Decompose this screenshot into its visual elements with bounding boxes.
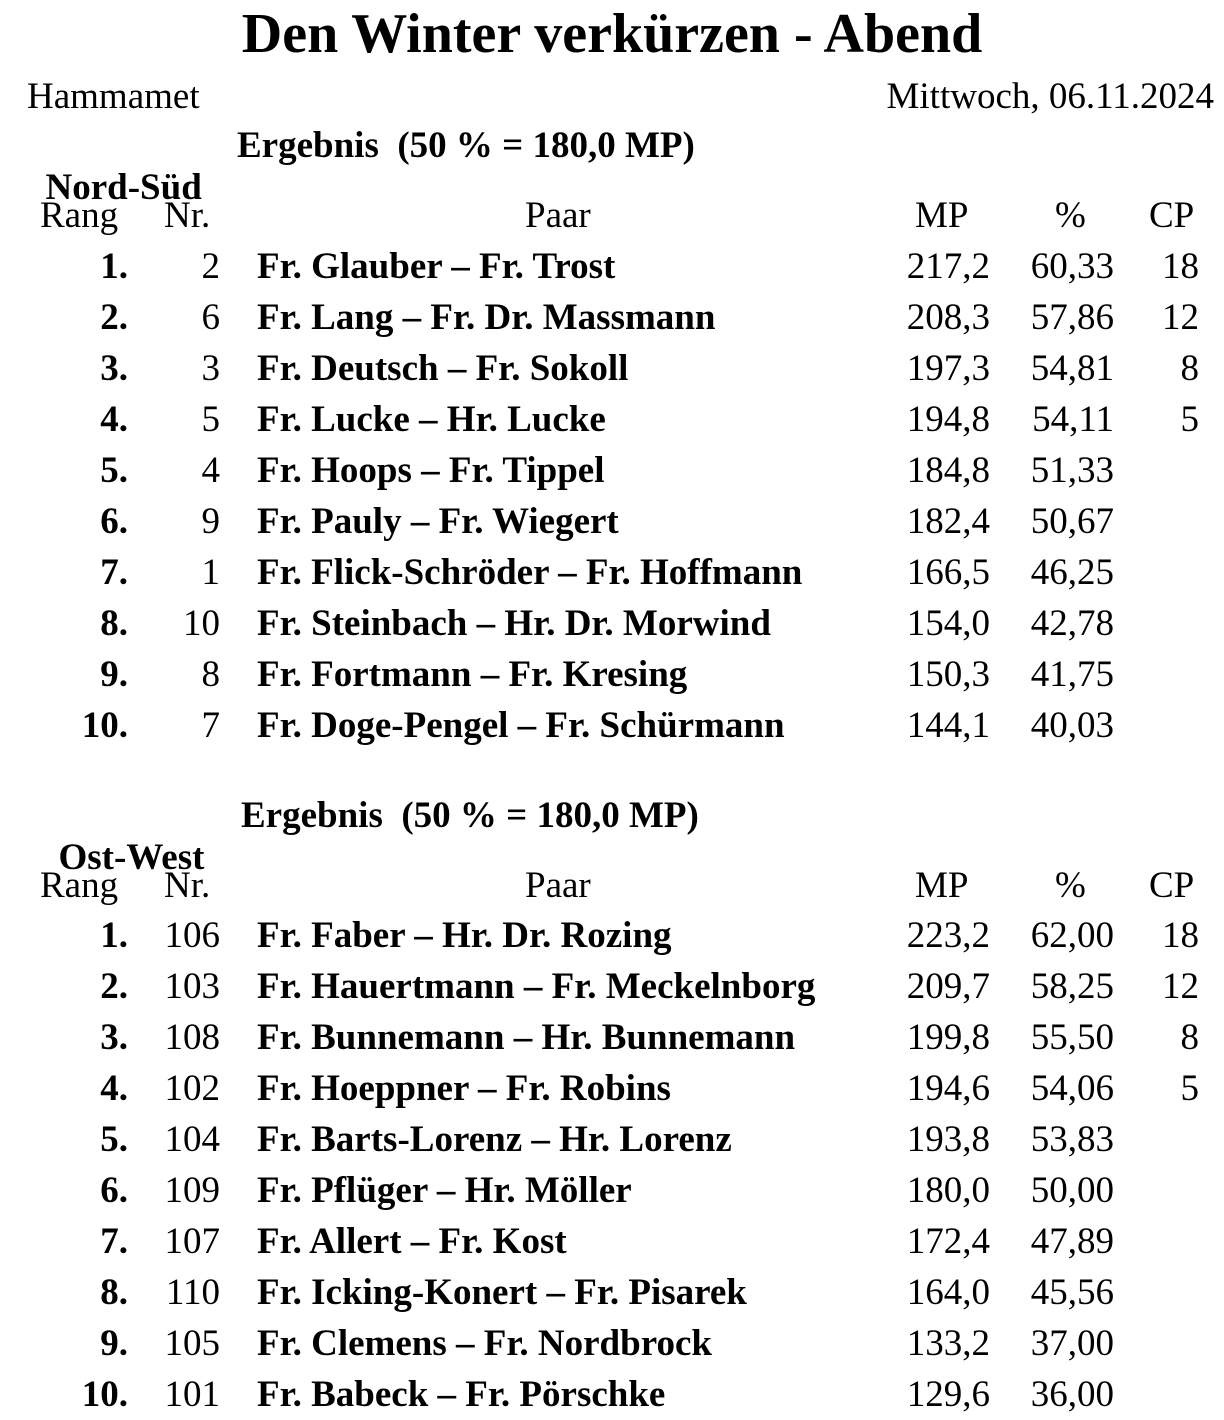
rank-cell: 4. [100,1068,128,1109]
pair-name-cell: Fr. Bunnemann – Hr. Bunnemann [257,1017,796,1058]
mp-cell: 199,8 [906,1017,990,1058]
pair-name-cell: Fr. Doge-Pengel – Fr. Schürmann [257,705,785,746]
table-header-ost-west [0,860,1224,911]
pair-number-cell: 110 [165,1272,220,1313]
pair-name-cell: Fr. Deutsch – Fr. Sokoll [257,348,629,389]
pair-number-cell: 5 [201,399,220,440]
mp-cell: 154,0 [906,603,990,644]
page-title: Den Winter verkürzen - Abend [241,3,983,65]
rank-cell: 10. [81,705,128,746]
pair-number-cell: 109 [164,1170,220,1211]
pair-number-cell: 9 [201,501,220,542]
percent-cell: 54,06 [1030,1068,1114,1109]
pair-name-cell: Fr. Barts-Lorenz – Hr. Lorenz [257,1119,732,1160]
percent-cell: 57,86 [1030,297,1114,338]
mp-cell: 184,8 [906,450,990,491]
date: Mittwoch, 06.11.2024 [886,76,1214,117]
table-row [0,241,1224,292]
pair-number-cell: 2 [201,246,220,287]
pair-name-cell: Fr. Flick-Schröder – Fr. Hoffmann [257,552,803,593]
percent-cell: 53,83 [1030,1119,1114,1160]
rank-cell: 5. [100,450,128,491]
rank-cell: 8. [100,603,128,644]
pair-number-cell: 6 [201,297,220,338]
col-mp-header: MP [915,865,969,906]
mp-cell: 129,6 [906,1374,990,1415]
pair-name-cell: Fr. Steinbach – Hr. Dr. Morwind [257,603,771,644]
table-row [0,292,1224,343]
section-result: Ergebnis (50 % = 180,0 MP) [237,125,695,166]
rank-cell: 8. [100,1272,128,1313]
table-row [0,700,1224,751]
percent-cell: 45,56 [1030,1272,1114,1313]
col-pair-header: Paar [525,865,591,906]
mp-cell: 223,2 [906,915,990,956]
percent-cell: 40,03 [1030,705,1114,746]
pair-number-cell: 4 [201,450,220,491]
pair-number-cell: 104 [164,1119,220,1160]
col-nr-header: Nr. [164,195,211,236]
rank-cell: 9. [100,1323,128,1364]
rank-cell: 1. [100,915,128,956]
mp-cell: 144,1 [906,705,990,746]
mp-cell: 164,0 [906,1272,990,1313]
cp-cell: 18 [1162,246,1199,287]
rank-cell: 1. [100,246,128,287]
location: Hammamet [27,76,200,117]
rank-cell: 3. [100,1017,128,1058]
percent-cell: 42,78 [1030,603,1114,644]
rank-cell: 3. [100,348,128,389]
pair-number-cell: 7 [201,705,220,746]
pair-number-cell: 108 [164,1017,220,1058]
percent-cell: 50,67 [1030,501,1114,542]
pair-name-cell: Fr. Icking-Konert – Fr. Pisarek [257,1272,747,1313]
rank-cell: 2. [100,297,128,338]
pair-number-cell: 101 [164,1374,220,1415]
rank-cell: 9. [100,654,128,695]
cp-cell: 5 [1180,1068,1199,1109]
table-row [0,1369,1224,1420]
col-mp-header: MP [915,195,969,236]
percent-cell: 50,00 [1030,1170,1114,1211]
mp-cell: 209,7 [906,966,990,1007]
table-row [0,1165,1224,1216]
table-row [0,1318,1224,1369]
table-row [0,445,1224,496]
table-row [0,910,1224,961]
cp-cell: 12 [1162,297,1199,338]
mp-cell: 217,2 [906,246,990,287]
section-label: Ost-West [58,837,205,878]
table-row [0,1063,1224,1114]
col-rank-header: Rang [40,865,119,906]
pair-name-cell: Fr. Babeck – Fr. Pörschke [257,1374,666,1415]
pair-name-cell: Fr. Glauber – Fr. Trost [257,246,616,287]
cp-cell: 5 [1180,399,1199,440]
percent-cell: 51,33 [1030,450,1114,491]
cp-cell: 8 [1180,1017,1199,1058]
col-rank-header: Rang [40,195,119,236]
cp-cell: 8 [1180,348,1199,389]
pair-name-cell: Fr. Pauly – Fr. Wiegert [257,501,619,542]
rank-cell: 6. [100,501,128,542]
cp-cell: 12 [1162,966,1199,1007]
rank-cell: 7. [100,552,128,593]
pair-number-cell: 1 [201,552,220,593]
table-row [0,598,1224,649]
mp-cell: 193,8 [906,1119,990,1160]
pair-number-cell: 3 [201,348,220,389]
rank-cell: 5. [100,1119,128,1160]
rank-cell: 6. [100,1170,128,1211]
table-row [0,961,1224,1012]
percent-cell: 55,50 [1030,1017,1114,1058]
pair-name-cell: Fr. Hauertmann – Fr. Meckelnborg [257,966,816,1007]
pair-number-cell: 8 [201,654,220,695]
table-row [0,343,1224,394]
table-row [0,394,1224,445]
col-cp-header: CP [1149,195,1195,236]
percent-cell: 62,00 [1030,915,1114,956]
mp-cell: 166,5 [906,552,990,593]
percent-cell: 46,25 [1030,552,1114,593]
mp-cell: 194,6 [906,1068,990,1109]
mp-cell: 150,3 [906,654,990,695]
table-row [0,1012,1224,1063]
pair-number-cell: 107 [164,1221,220,1262]
pair-number-cell: 10 [183,603,220,644]
pair-number-cell: 106 [164,915,220,956]
pair-name-cell: Fr. Hoeppner – Fr. Robins [257,1068,671,1109]
col-pct-header: % [1055,195,1086,236]
table-header-nord-sued [0,190,1224,241]
mp-cell: 133,2 [906,1323,990,1364]
percent-cell: 60,33 [1030,246,1114,287]
pair-name-cell: Fr. Lang – Fr. Dr. Massmann [257,297,716,338]
pair-name-cell: Fr. Fortmann – Fr. Kresing [257,654,688,695]
cp-cell: 18 [1162,915,1199,956]
mp-cell: 182,4 [906,501,990,542]
pair-name-cell: Fr. Allert – Fr. Kost [257,1221,567,1262]
table-row [0,496,1224,547]
pair-name-cell: Fr. Hoops – Fr. Tippel [257,450,605,491]
pair-number-cell: 103 [164,966,220,1007]
rank-cell: 7. [100,1221,128,1262]
table-row [0,547,1224,598]
percent-cell: 54,11 [1032,399,1114,440]
pair-number-cell: 105 [164,1323,220,1364]
rank-cell: 4. [100,399,128,440]
section-result: Ergebnis (50 % = 180,0 MP) [241,795,699,836]
rank-cell: 10. [81,1374,128,1415]
pair-name-cell: Fr. Clemens – Fr. Nordbrock [257,1323,712,1364]
mp-cell: 172,4 [906,1221,990,1262]
mp-cell: 197,3 [906,348,990,389]
percent-cell: 54,81 [1030,348,1114,389]
percent-cell: 58,25 [1030,966,1114,1007]
table-row [0,1114,1224,1165]
pair-name-cell: Fr. Lucke – Hr. Lucke [257,399,606,440]
pair-name-cell: Fr. Pflüger – Hr. Möller [257,1170,632,1211]
table-row [0,1216,1224,1267]
col-cp-header: CP [1149,865,1195,906]
section-label: Nord-Süd [45,167,202,208]
table-row [0,1267,1224,1318]
pair-name-cell: Fr. Faber – Hr. Dr. Rozing [257,915,672,956]
pair-number-cell: 102 [164,1068,220,1109]
col-pct-header: % [1055,865,1086,906]
percent-cell: 41,75 [1030,654,1114,695]
table-row [0,649,1224,700]
rank-cell: 2. [100,966,128,1007]
percent-cell: 37,00 [1030,1323,1114,1364]
percent-cell: 36,00 [1030,1374,1114,1415]
col-nr-header: Nr. [164,865,211,906]
percent-cell: 47,89 [1030,1221,1114,1262]
mp-cell: 194,8 [906,399,990,440]
mp-cell: 180,0 [906,1170,990,1211]
col-pair-header: Paar [525,195,591,236]
mp-cell: 208,3 [906,297,990,338]
